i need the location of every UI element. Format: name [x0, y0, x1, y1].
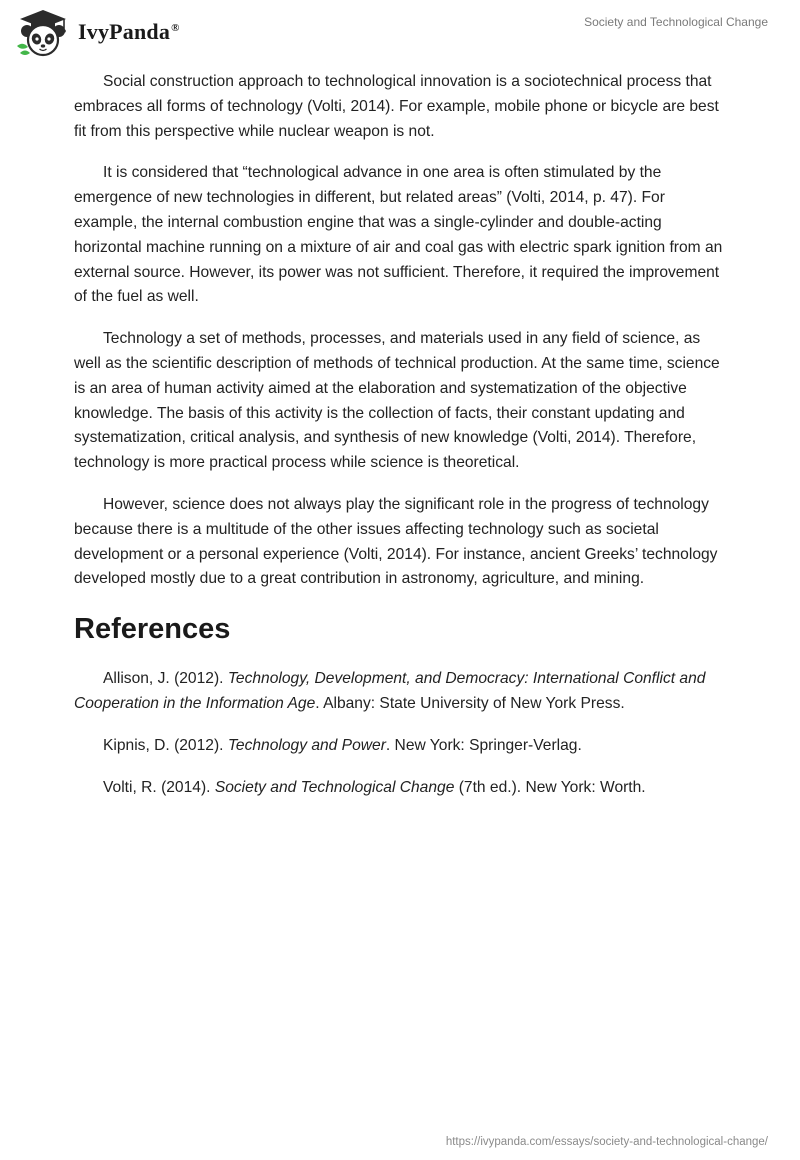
reference-title: Society and Technological Change — [214, 778, 455, 796]
source-url-link[interactable]: https://ivypanda.com/essays/society-and-technological-change/ — [445, 1136, 768, 1148]
reference-title: Technology, Development, and Democracy: International Conflict and Cooperation in the Information Age — [74, 670, 706, 712]
references-heading: References — [74, 613, 231, 646]
brand-name: IvyPanda — [78, 19, 171, 44]
reference-item — [74, 734, 730, 759]
reference-item — [74, 667, 730, 717]
body-paragraph: It is considered that “technological advance in one area is often stimulated by the emergence of new technologies in different, but related areas” (Volti, 2014, p. 47). For example, the internal combustion engine that was a single-cylinder and double-acting horizontal machine running on a mixture of air and coal gas with electric spark ignition from an external source. However, its power was not sufficient. Therefore, it required the improvement of the fuel as well. — [74, 164, 723, 306]
reference-publisher: . New York: Springer-Verlag. — [385, 736, 582, 754]
essay-content — [74, 70, 730, 817]
body-paragraph: Technology a set of methods, processes, and materials used in any field of science, as well as the scientific description of methods of technical production. At the same time, science is an area of human activity aimed at the elaboration and systematization of the objective knowledge. The basis of this activity is the collection of facts, their constant updating and systematization, critical analysis, and synthesis of new knowledge (Volti, 2014). Therefore, technology is more practical process while science is theoretical. — [74, 330, 720, 472]
reference-authors: Kipnis, D. (2012). — [103, 736, 228, 754]
brand-logo[interactable] — [14, 8, 180, 58]
reference-publisher: . Albany: State University of New York Press. — [315, 694, 625, 712]
reference-title: Technology and Power — [227, 736, 386, 754]
reference-authors: Volti, R. (2014). — [103, 778, 215, 796]
body-paragraph: Social construction approach to technological innovation is a sociotechnical process that embraces all forms of technology (Volti, 2014). For example, mobile phone or bicycle are best fit from this perspective while nuclear weapon is not. — [74, 73, 719, 140]
reference-item — [74, 776, 730, 801]
panda-graduate-icon — [14, 8, 72, 58]
reference-authors: Allison, J. (2012). — [103, 670, 228, 688]
page-header — [0, 0, 800, 70]
registered-mark: ® — [171, 21, 180, 34]
body-paragraph: However, science does not always play the significant role in the progress of technology because there is a multitude of the other issues affecting technology such as societal development or a personal experience (Volti, 2014). For instance, ancient Greeks’ technology developed mostly due to a great contribution in astronomy, agriculture, and mining. — [74, 495, 718, 588]
reference-publisher: (7th ed.). New York: Worth. — [454, 778, 646, 796]
running-title: Society and Technological Change — [584, 15, 768, 29]
